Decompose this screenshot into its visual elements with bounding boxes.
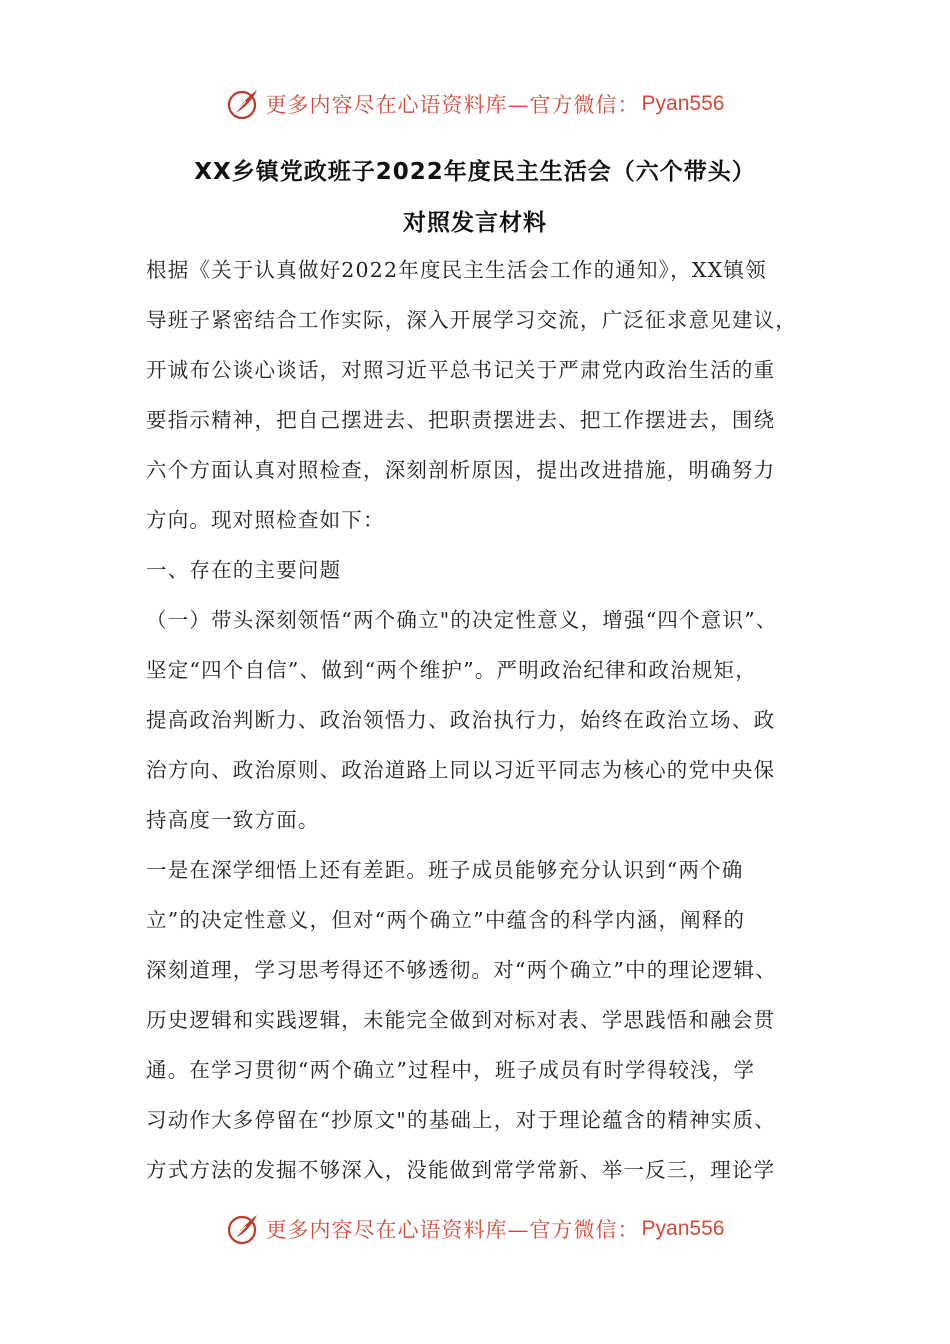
document-subtitle: 对照发言材料 [403,210,547,236]
footer-watermark [0,1207,950,1251]
body-line: 历史逻辑和实践逻辑，未能完全做到对标对表、学思践悟和融会贯 [146,1008,776,1032]
body-line: 六个方面认真对照检查，深刻剖析原因，提出改进措施，明确努力 [146,458,776,482]
document-body [146,245,822,1195]
watermark-text: 更多内容尽在心语资料库—官方微信： [265,1218,640,1242]
watermark-text: 更多内容尽在心语资料库—官方微信： [265,93,640,117]
body-line: 提高政治判断力、政治领悟力、政治执行力，始终在政治立场、政 [146,708,776,732]
header-watermark [0,82,950,126]
body-line: 深刻道理，学习思考得还不够透彻。对“两个确立”中的理论逻辑、 [146,958,777,982]
body-line: 治方向、政治原则、政治道路上同以习近平同志为核心的党中央保 [146,758,776,782]
body-line: 通。在学习贯彻“两个确立”过程中，班子成员有时学得较浅，学 [146,1058,756,1082]
body-line: 开诚布公谈心谈话，对照习近平总书记关于严肃党内政治生活的重 [146,358,776,382]
body-line: 一是在深学细悟上还有差距。班子成员能够充分认识到“两个确 [146,858,744,882]
body-line: 根据《关于认真做好2022年度民主生活会工作的通知》，XX镇领 [146,258,767,282]
feather-pen-circle-icon [226,86,262,122]
body-line: 方向。现对照检查如下： [146,508,385,532]
body-line: 习动作大多停留在“抄原文"的基础上，对于理论蕴含的精神实质、 [146,1108,776,1132]
document-title: XX乡镇党政班子2022年度民主生活会（六个带头） [194,159,756,185]
section-heading: 一、存在的主要问题 [146,558,342,582]
watermark-account: Pyan556 [641,92,725,115]
body-line: 导班子紧密结合工作实际，深入开展学习交流，广泛征求意见建议， [146,308,797,332]
watermark-account: Pyan556 [641,1217,725,1240]
body-line: 持高度一致方面。 [146,808,320,832]
body-line: （一）带头深刻领悟“两个确立"的决定性意义，增强“四个意识”、 [146,608,778,632]
body-line: 要指示精神，把自己摆进去、把职责摆进去、把工作摆进去，围绕 [146,408,776,432]
body-line: 方式方法的发掘不够深入，没能做到常学常新、举一反三，理论学 [146,1158,776,1182]
body-line: 立”的决定性意义，但对“两个确立”中蕴含的科学内涵，阐释的 [146,908,746,932]
body-line: 坚定“四个自信”、做到“两个维护”。严明政治纪律和政治规矩， [146,658,757,682]
feather-pen-circle-icon [226,1211,262,1247]
